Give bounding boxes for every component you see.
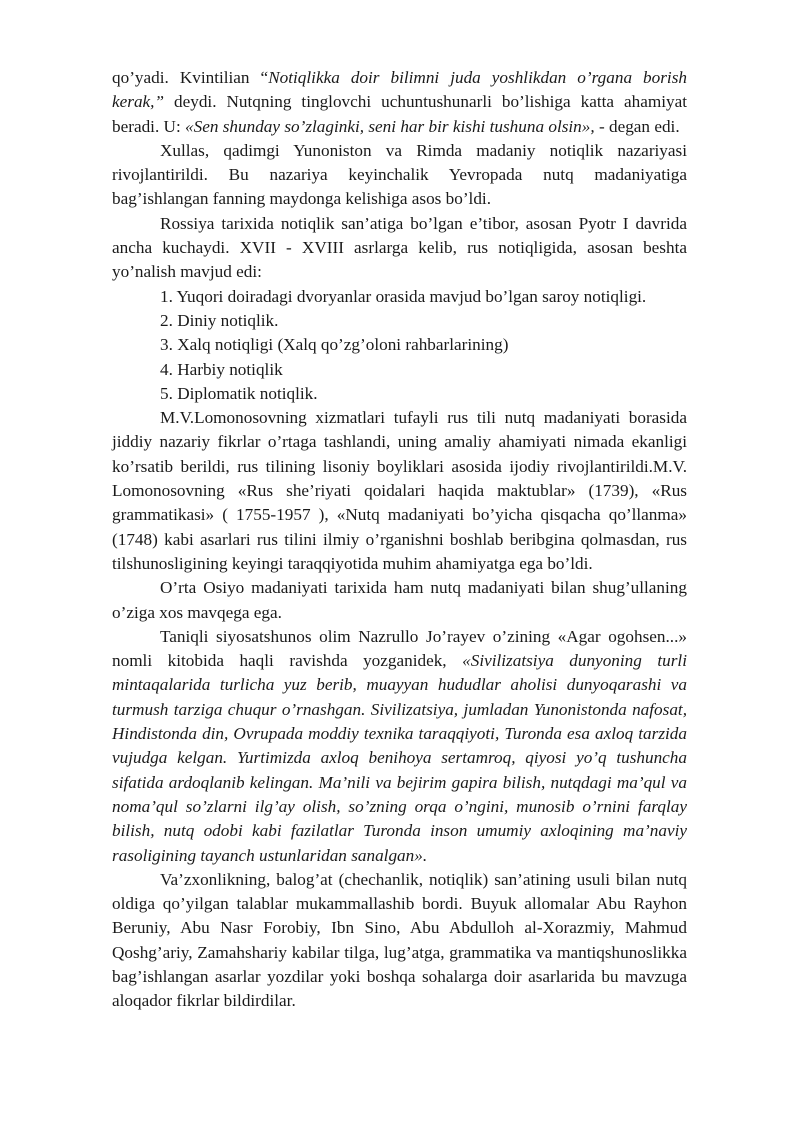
paragraph-rossiya: Rossiya tarixida notiqlik san’atiga bo’lgan e’tibor, asosan Pyotr I davrida ancha kuchaydi. XVII - XVIII asrlarga kelib, rus notiqligida, asosan beshta yo’nalish mavjud edi: xyxy=(112,213,687,282)
paragraph-kvintilian xyxy=(112,66,687,139)
text-run: - degan edi. xyxy=(594,116,680,136)
paragraph-xullas: Xullas, qadimgi Yunoniston va Rimda madaniy notiqlik nazariyasi rivojlantirildi. Bu nazariya keyinchalik Yevropada nutq madaniyatiga bag’ishlangan fanning maydonga kelishiga asos bo’ldi. xyxy=(112,140,687,209)
quote-italic: «Sivilizatsiya dunyoning turli mintaqalarida turlicha yuz berib, muayyan hududlar aholisi dunyoqarashi va turmush tarziga chuqur o’rnashgan. Sivilizatsiya, jumladan Yunonistonda nafosat, Hindistonda din, Ovrupada moddiy texnika taraqqiyoti, Turonda esa axloq tarzida vujudga kelgan. Yurtimizda axloq benihoya sertamroq, qiyosi yo’q tushuncha sifatida ardoqlanib kelingan. Ma’nili va bejirim gapira bilish, nutqdagi ma’qul va noma’qul so’zlarni ilg’ay olish, so’zning orqa o’ngini, munosib o’rnini farqlay bilish, nutq odobi kabi fazilatlar Turonda inson umumiy axloqining ma’naviy rasoligining tayanch ustunlaridan sanalgan». xyxy=(112,651,687,865)
paragraph-vazxonlik: Va’zxonlikning, balog’at (chechanlik, notiqlik) san’atining usuli bilan nutq oldiga qo’yilgan talablar mukammallashib bordi. Buyuk allomalar Abu Rayhon Beruniy, Abu Nasr Forobiy, Ibn Sino, Abu Abdulloh al-Xorazmiy, Mahmud Qoshg’ariy, Zamahshariy kabilar tilga, lug’atga, grammatika va mantiqshunoslikka bag’ishlangan asarlar yozdilar yoki boshqa sohalarga doir asarlarida bu mavzuga aloqador fikrlar bildirdilar. xyxy=(112,869,687,1011)
quote-italic: «Sen shunday so’zlaginki, seni har bir kishi tushuna olsin», xyxy=(185,116,595,136)
text-run: Taniqli siyosatshunos olim Nazrullo Jo’rayev o’zining «Agar ogohsen...» nomli kitobida haqli ravishda yozganidek, xyxy=(112,626,687,671)
list-item: 1. Yuqori doiradagi dvoryanlar orasida mavjud bo’lgan saroy notiqligi. xyxy=(160,286,647,306)
text-run: deydi. Nutqning tinglovchi uchuntushunarli bo’lishiga katta ahamiyat beradi. U: xyxy=(112,92,687,136)
list-item: 2. Diniy notiqlik. xyxy=(160,310,279,330)
document-page xyxy=(112,66,687,1014)
list-item: 5. Diplomatik notiqlik. xyxy=(160,383,318,403)
quote-italic: Notiqlikka doir bilimni juda yoshlikdan o’rgana borish kerak,” xyxy=(112,68,687,112)
text-run: qo’yadi. Kvintilian “ xyxy=(112,68,269,87)
list-item: 3. Xalq notiqligi (Xalq qo’zg’oloni rahbarlarining) xyxy=(160,335,509,355)
paragraph-lomonosov: M.V.Lomonosovning xizmatlari tufayli rus tili nutq madaniyati borasida jiddiy nazariy fikrlar o’rtaga tashlandi, uning amaliy ahamiyati nimada ekanligi ko’rsatib berildi, rus tilining lisoniy boyliklari asosida ijodiy rivojlantirildi.M.V. Lomonosovning «Rus she’riyati qoidalari haqida maktublar» (1739), «Rus grammatikasi» ( 1755-1957 ), «Nutq madaniyati bo’yicha qisqacha qo’llanma» (1748) kabi asarlari rus tilini ilmiy o’rganishni boshlab beribgina qolmasdan, rus tilshunosligining keyingi taraqqiyotida muhim ahamiyatga ega bo’ldi. xyxy=(112,408,687,573)
paragraph-orta-osiyo: O’rta Osiyo madaniyati tarixida ham nutq madaniyati bilan shug’ullaning o’ziga xos mavqega ega. xyxy=(112,578,687,622)
list-item: 4. Harbiy notiqlik xyxy=(160,359,283,379)
paragraph-jorayev xyxy=(112,625,687,868)
